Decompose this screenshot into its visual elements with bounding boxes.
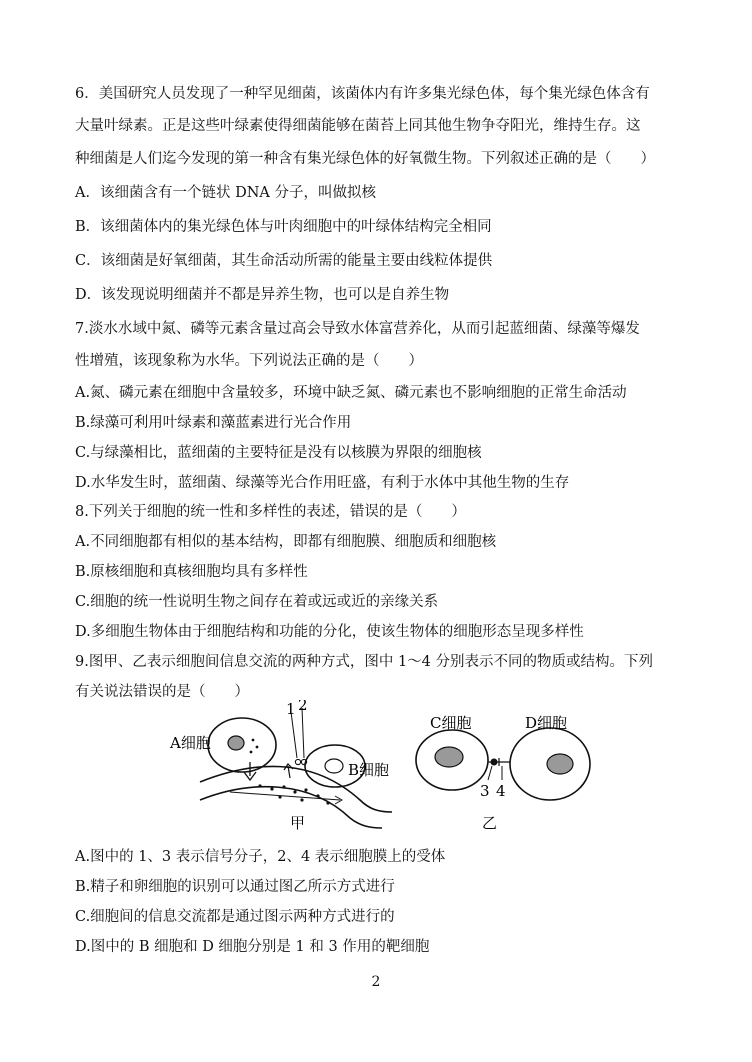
figure-yi	[416, 714, 590, 832]
label-num-2: 2	[298, 700, 308, 714]
label-num-4: 4	[496, 782, 506, 800]
q9-stem-line-1: 9.图甲、乙表示细胞间信息交流的两种方式，图中 1～4 分别表示不同的物质或结构。下列	[75, 654, 653, 670]
label-num-3: 3	[480, 782, 490, 800]
cell-a-nucleus	[228, 736, 244, 750]
q8-option-b: B.原核细胞和真核细胞均具有多样性	[75, 564, 308, 580]
q9-figure	[160, 700, 600, 840]
q8-option-c: C.细胞的统一性说明生物之间存在着或远或近的亲缘关系	[75, 594, 439, 610]
label-a-cell: A细胞	[170, 734, 211, 752]
caption-yi: 乙	[482, 814, 498, 832]
label-num-1: 1	[286, 700, 296, 718]
q6-stem-line-1: 6．美国研究人员发现了一种罕见细菌，该菌体内有许多集光绿色体，每个集光绿色体含有	[75, 86, 650, 102]
q9-stem-line-2: 有关说法错误的是（ ）	[75, 684, 249, 700]
q7-stem-line-2: 性增殖，该现象称为水华。下列说法正确的是（ ）	[75, 353, 423, 369]
q9-option-d: D.图中的 B 细胞和 D 细胞分别是 1 和 3 作用的靶细胞	[75, 939, 430, 955]
q6-option-c: C．该细菌是好氧细菌，其生命活动所需的能量主要由线粒体提供	[75, 253, 493, 269]
cell-c-nucleus	[435, 747, 463, 767]
q9-option-a: A.图中的 1、3 表示信号分子，2、4 表示细胞膜上的受体	[75, 849, 446, 865]
cell-d-nucleus	[547, 754, 573, 774]
q7-option-a: A.氮、磷元素在细胞中含量较多，环境中缺乏氮、磷元素也不影响细胞的正常生命活动	[75, 385, 627, 401]
q9-option-b: B.精子和卵细胞的识别可以通过图乙所示方式进行	[75, 879, 395, 895]
label-d-cell: D细胞	[525, 714, 568, 732]
label-b-cell: B细胞	[348, 761, 390, 779]
q9-option-c: C.细胞间的信息交流都是通过图示两种方式进行的	[75, 909, 395, 925]
q6-stem-line-3: 种细菌是人们迄今发现的第一种含有集光绿色体的好氧微生物。下列叙述正确的是（ ）	[75, 151, 655, 167]
figure-jia	[169, 700, 392, 832]
q8-option-d: D.多细胞生物体由于细胞结构和功能的分化，使该生物体的细胞形态呈现多样性	[75, 624, 584, 640]
q6-option-b: B．该细菌体内的集光绿色体与叶肉细胞中的叶绿体结构完全相同	[75, 219, 492, 235]
q8-stem-line-1: 8.下列关于细胞的统一性和多样性的表述，错误的是（ ）	[75, 504, 466, 520]
label-c-cell: C细胞	[430, 714, 472, 732]
page-number: 2	[371, 974, 381, 990]
q6-option-d: D．该发现说明细菌并不都是异养生物，也可以是自养生物	[75, 287, 450, 303]
q7-option-b: B.绿藻可利用叶绿素和藻蓝素进行光合作用	[75, 415, 352, 431]
q7-option-c: C.与绿藻相比，蓝细菌的主要特征是没有以核膜为界限的细胞核	[75, 445, 482, 461]
cell-b-nucleus	[325, 759, 343, 773]
q7-option-d: D.水华发生时，蓝细菌、绿藻等光合作用旺盛，有利于水体中其他生物的生存	[75, 475, 570, 491]
q8-option-a: A.不同细胞都有相似的基本结构，即都有细胞膜、细胞质和细胞核	[75, 534, 497, 550]
q7-stem-line-1: 7.淡水水域中氮、磷等元素含量过高会导致水体富营养化，从而引起蓝细菌、绿藻等爆发	[75, 321, 640, 337]
caption-jia: 甲	[290, 814, 306, 832]
q6-stem-line-2: 大量叶绿素。正是这些叶绿素使得细菌能够在菌苔上同其他生物争夺阳光，维持生存。这	[75, 118, 641, 134]
q6-option-a: A．该细菌含有一个链状 DNA 分子，叫做拟核	[75, 185, 376, 201]
